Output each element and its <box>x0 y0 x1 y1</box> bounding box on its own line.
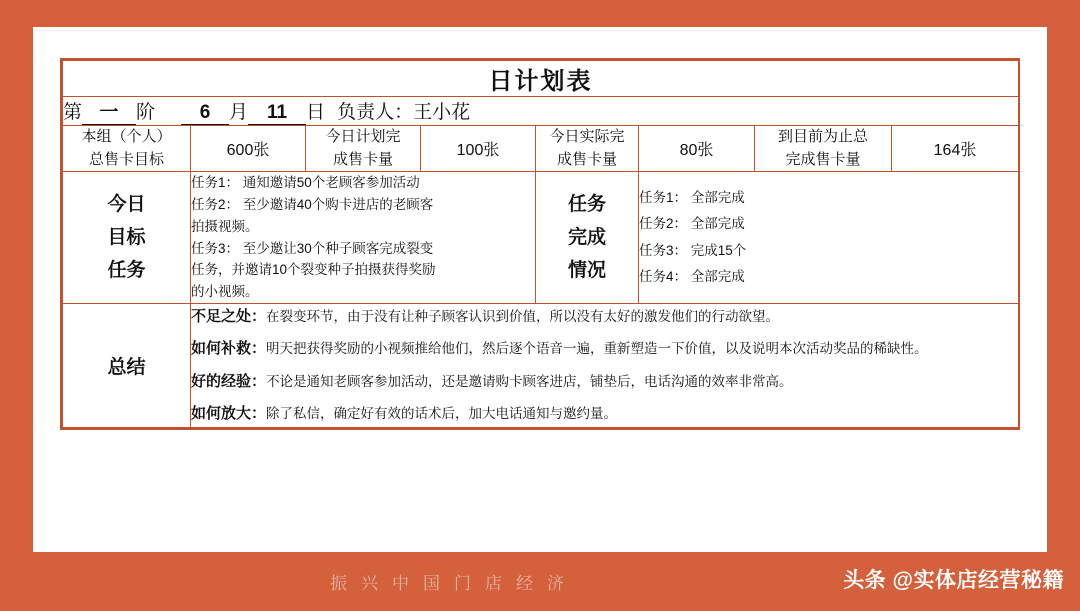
footer-slogan: 振兴中国门店经济 <box>330 574 578 593</box>
table-row-metrics <box>63 126 1019 172</box>
watermark-label: 头条 @实体店经营秘籍 <box>843 569 1064 592</box>
summary-text: 在裂变环节，由于没有让种子顾客认识到价值，所以没有太好的激发他们的行动欲望。 <box>266 309 780 325</box>
summary-key: 不足之处： <box>191 308 267 326</box>
summary-key: 好的经验： <box>191 372 267 390</box>
summary-row <box>191 336 1018 362</box>
summary-body <box>191 304 1019 428</box>
metric-label-cumulative: 到目前为止总 完成售卡量 <box>755 126 892 172</box>
task-line: 的小视频。 <box>191 284 259 300</box>
status-line: 任务2： 全部完成 <box>639 216 745 232</box>
summary-label: 总结 <box>63 304 191 428</box>
task-line: 任务，并邀请10个裂变种子拍摄获得奖励 <box>191 262 436 278</box>
table-row-goals <box>63 172 1019 304</box>
summary-text: 不论是通知老顾客参加活动，还是邀请购卡顾客进店，铺垫后，电话沟通的效率非常高。 <box>266 373 793 389</box>
header-prefix: 第 <box>63 102 83 123</box>
task-line: 任务3： 至少邀让30个种子顾客完成裂变 <box>191 240 434 256</box>
month-unit: 月 <box>229 102 249 123</box>
summary-text: 明天把获得奖励的小视频推给他们，然后逐个语音一遍，重新塑造一下价值，以及说明本次活动奖品的稀缺性。 <box>266 341 928 357</box>
table-row-header <box>63 97 1019 126</box>
day-value: 11 <box>248 102 306 125</box>
metric-label-planned-today: 今日计划完 成售卡量 <box>306 126 421 172</box>
task-line: 任务2： 至少邀请40个购卡进店的老顾客 <box>191 196 434 212</box>
metric-label-actual-today: 今日实际完 成售卡量 <box>536 126 639 172</box>
summary-key: 如何补救： <box>191 340 267 358</box>
task-line: 任务1： 通知邀请50个老顾客参加活动 <box>191 175 420 190</box>
summary-text: 除了私信，确定好有效的话术后，加大电话通知与邀约量。 <box>266 405 618 421</box>
summary-key: 如何放大： <box>191 404 267 422</box>
status-line: 任务3： 完成15个 <box>639 242 747 258</box>
owner-value: 王小花 <box>413 102 471 123</box>
header-stage-suffix: 阶 <box>136 102 156 123</box>
month-value: 6 <box>181 102 229 125</box>
owner-label: 负责人： <box>337 102 414 123</box>
page-title: 日计划表 <box>63 61 1019 97</box>
metric-value-planned-today: 100张 <box>421 126 536 172</box>
status-section-label: 任务 完成 情况 <box>536 172 639 304</box>
goal-tasks-list <box>191 172 536 304</box>
status-items-list <box>639 172 1019 304</box>
status-line: 任务4： 全部完成 <box>639 268 745 284</box>
daily-plan-table <box>62 60 1019 428</box>
summary-row <box>191 304 1018 330</box>
footer-band <box>0 552 1080 611</box>
day-unit: 日 <box>306 102 326 123</box>
metric-value-cumulative: 164张 <box>892 126 1019 172</box>
header-info <box>63 97 1019 126</box>
table-row-title <box>63 61 1019 97</box>
status-line: 任务1： 全部完成 <box>639 189 745 205</box>
paper-sheet <box>33 27 1047 552</box>
stage-value: 一 <box>82 97 136 125</box>
metric-value-actual-today: 80张 <box>639 126 755 172</box>
goal-section-label: 今日 目标 任务 <box>63 172 191 304</box>
summary-row <box>191 369 1018 395</box>
summary-row <box>191 401 1018 427</box>
metric-label-total-target: 本组（个人） 总售卡目标 <box>63 126 191 172</box>
task-line: 拍摄视频。 <box>191 218 259 234</box>
metric-value-total-target: 600张 <box>191 126 306 172</box>
table-row-summary <box>63 304 1019 428</box>
plan-table-container <box>60 58 1020 430</box>
